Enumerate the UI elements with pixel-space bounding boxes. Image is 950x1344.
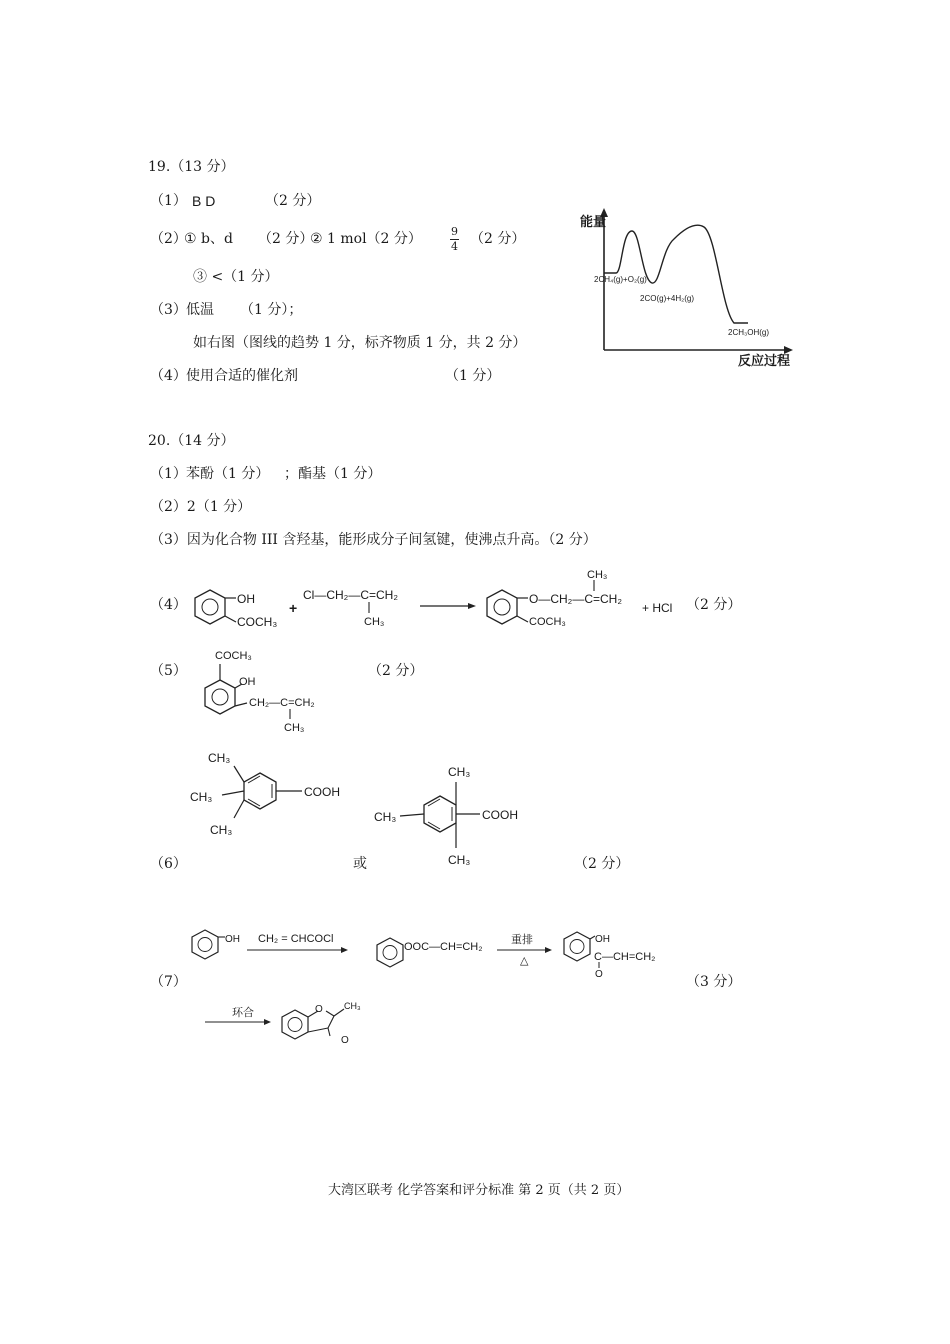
reaction-arrowhead [468,603,476,609]
q20-part1-answer-b: ；酯基（1 分） [284,466,382,482]
reactant-label: 2CH₄(g)+O₂(g) [594,275,647,284]
hcl-product: + HCl [642,601,673,615]
part5-oh: OH [239,676,256,688]
fraction-numerator: 9 [451,225,458,238]
reactant2-chain: Cl—CH₂—C=CH₂ [303,588,398,602]
energy-diagram [578,205,808,375]
q20-part7-number: （7） [150,974,187,990]
intermediate-label: 2CO(g)+4H₂(g) [640,294,695,303]
q20-part5-structure [195,640,345,740]
rearrange-label: 重排 [511,934,533,946]
enone-o: O [595,969,603,980]
q20-heading: 20.（14 分） [148,433,235,449]
benzofuranone-ch3: CH₃ [344,1001,361,1011]
q20-part6-score: （2 分） [574,856,630,872]
part6b-ch3-left: CH₃ [374,810,397,824]
q20-part6-structure-b [370,756,540,874]
q20-part7-route-line2 [200,996,390,1056]
heat-symbol: △ [520,955,529,967]
q19-part3-score: （1 分）； [240,302,303,318]
q19-part4-answer: 使用合适的催化剂 [186,368,298,384]
reactant2-ch3: CH₃ [364,616,385,628]
product-label: 2CH₃OH(g) [728,328,770,337]
cyclize-label: 环合 [232,1007,254,1019]
q19-part2-answer-a: ① b、d [184,231,233,247]
ortho-hydroxy-enone-structure [564,932,655,980]
q20-part4-reaction [182,565,742,637]
q20-part2: （2）2（1 分） [150,499,252,515]
q19-part1-number: （1） [150,193,187,209]
q20-part5-number: （5） [150,663,187,679]
q19-part3-number: （3） [150,302,187,318]
part6b-ch3-bottom: CH₃ [448,853,471,867]
product-chain: O—CH₂—C=CH₂ [529,592,622,606]
reaction-progress-label: 反应过程 [738,353,791,368]
reactant1-structure [195,590,277,629]
q20-part6-number: （6） [150,856,187,872]
q20-part7-score: （3 分） [686,974,742,990]
part6b-cooh: COOH [482,808,518,822]
q19-part3-answer: 低温 [186,302,214,318]
part5-ch3: CH₃ [284,722,305,734]
q20-part1-number: （1） [150,466,187,482]
ring-oxygen: O [315,1004,323,1015]
q19-part2-score-a: （2 分） [258,231,314,247]
ester-chain: OOC—CH=CH₂ [404,941,483,953]
part6b-ch3-top: CH₃ [448,765,471,779]
q20-part1-answer-a: 苯酚（1 分） [186,466,270,482]
fraction-denominator: 4 [451,239,458,253]
energy-label-top: 能量 [580,214,607,229]
q20-part4-score: （2 分） [686,597,742,613]
q19-heading: 19.（13 分） [148,159,235,175]
q19-part4-number: （4） [150,368,187,384]
phenol-oh: OH [225,934,240,945]
reactant1-oh: OH [237,592,255,606]
benzofuranone-structure [282,1001,361,1046]
part5-chain: CH₂—C=CH₂ [249,697,315,709]
part6a-ch3-middle: CH₃ [190,790,213,804]
q20-part7-route-line1 [185,920,685,985]
q19-part1-answer: B D [192,193,216,209]
page-footer: 大湾区联考 化学答案和评分标准 第 2 页（共 2 页） [328,1183,630,1198]
q19-part4-score: （1 分） [445,368,501,384]
phenyl-acrylate-structure [377,938,483,967]
phenol-structure [192,930,240,959]
reagent-label: CH₂ = CHCOCl [258,933,334,945]
q19-part2-answer-b: ② 1 mol（2 分） [310,231,422,247]
reactant2-structure [303,588,398,628]
q19-part2-score-c: （2 分） [470,231,526,247]
carbonyl-o: O [341,1035,349,1046]
product-coch3: COCH₃ [529,616,566,628]
plus-sign: + [289,600,298,616]
q19-part2-answer-c: ③ <（1 分） [193,269,279,285]
q19-part3-note: 如右图（图线的趋势 1 分，标齐物质 1 分，共 2 分） [193,335,527,351]
q19-part2-number: （2） [150,231,187,247]
q20-part4-number: （4） [150,597,187,613]
part5-coch3: COCH₃ [215,650,252,662]
product-ch3: CH₃ [587,569,608,581]
part6a-ch3-top: CH₃ [208,751,231,765]
enone-chain: C—CH=CH₂ [594,951,656,963]
part6a-cooh: COOH [304,785,340,799]
product-structure [487,569,622,628]
q20-part6-or: 或 [353,856,367,872]
part6a-ch3-bottom: CH₃ [210,823,233,837]
reactant1-coch3: COCH₃ [237,615,278,629]
q19-part2-fraction [450,226,459,252]
q19-part1-score: （2 分） [265,193,321,209]
q20-part5-score: （2 分） [368,663,424,679]
q20-part6-structure-a [180,748,360,848]
enone-oh: OH [595,934,610,945]
q20-part3: （3）因为化合物 III 含羟基，能形成分子间氢键，使沸点升高。（2 分） [150,532,597,548]
